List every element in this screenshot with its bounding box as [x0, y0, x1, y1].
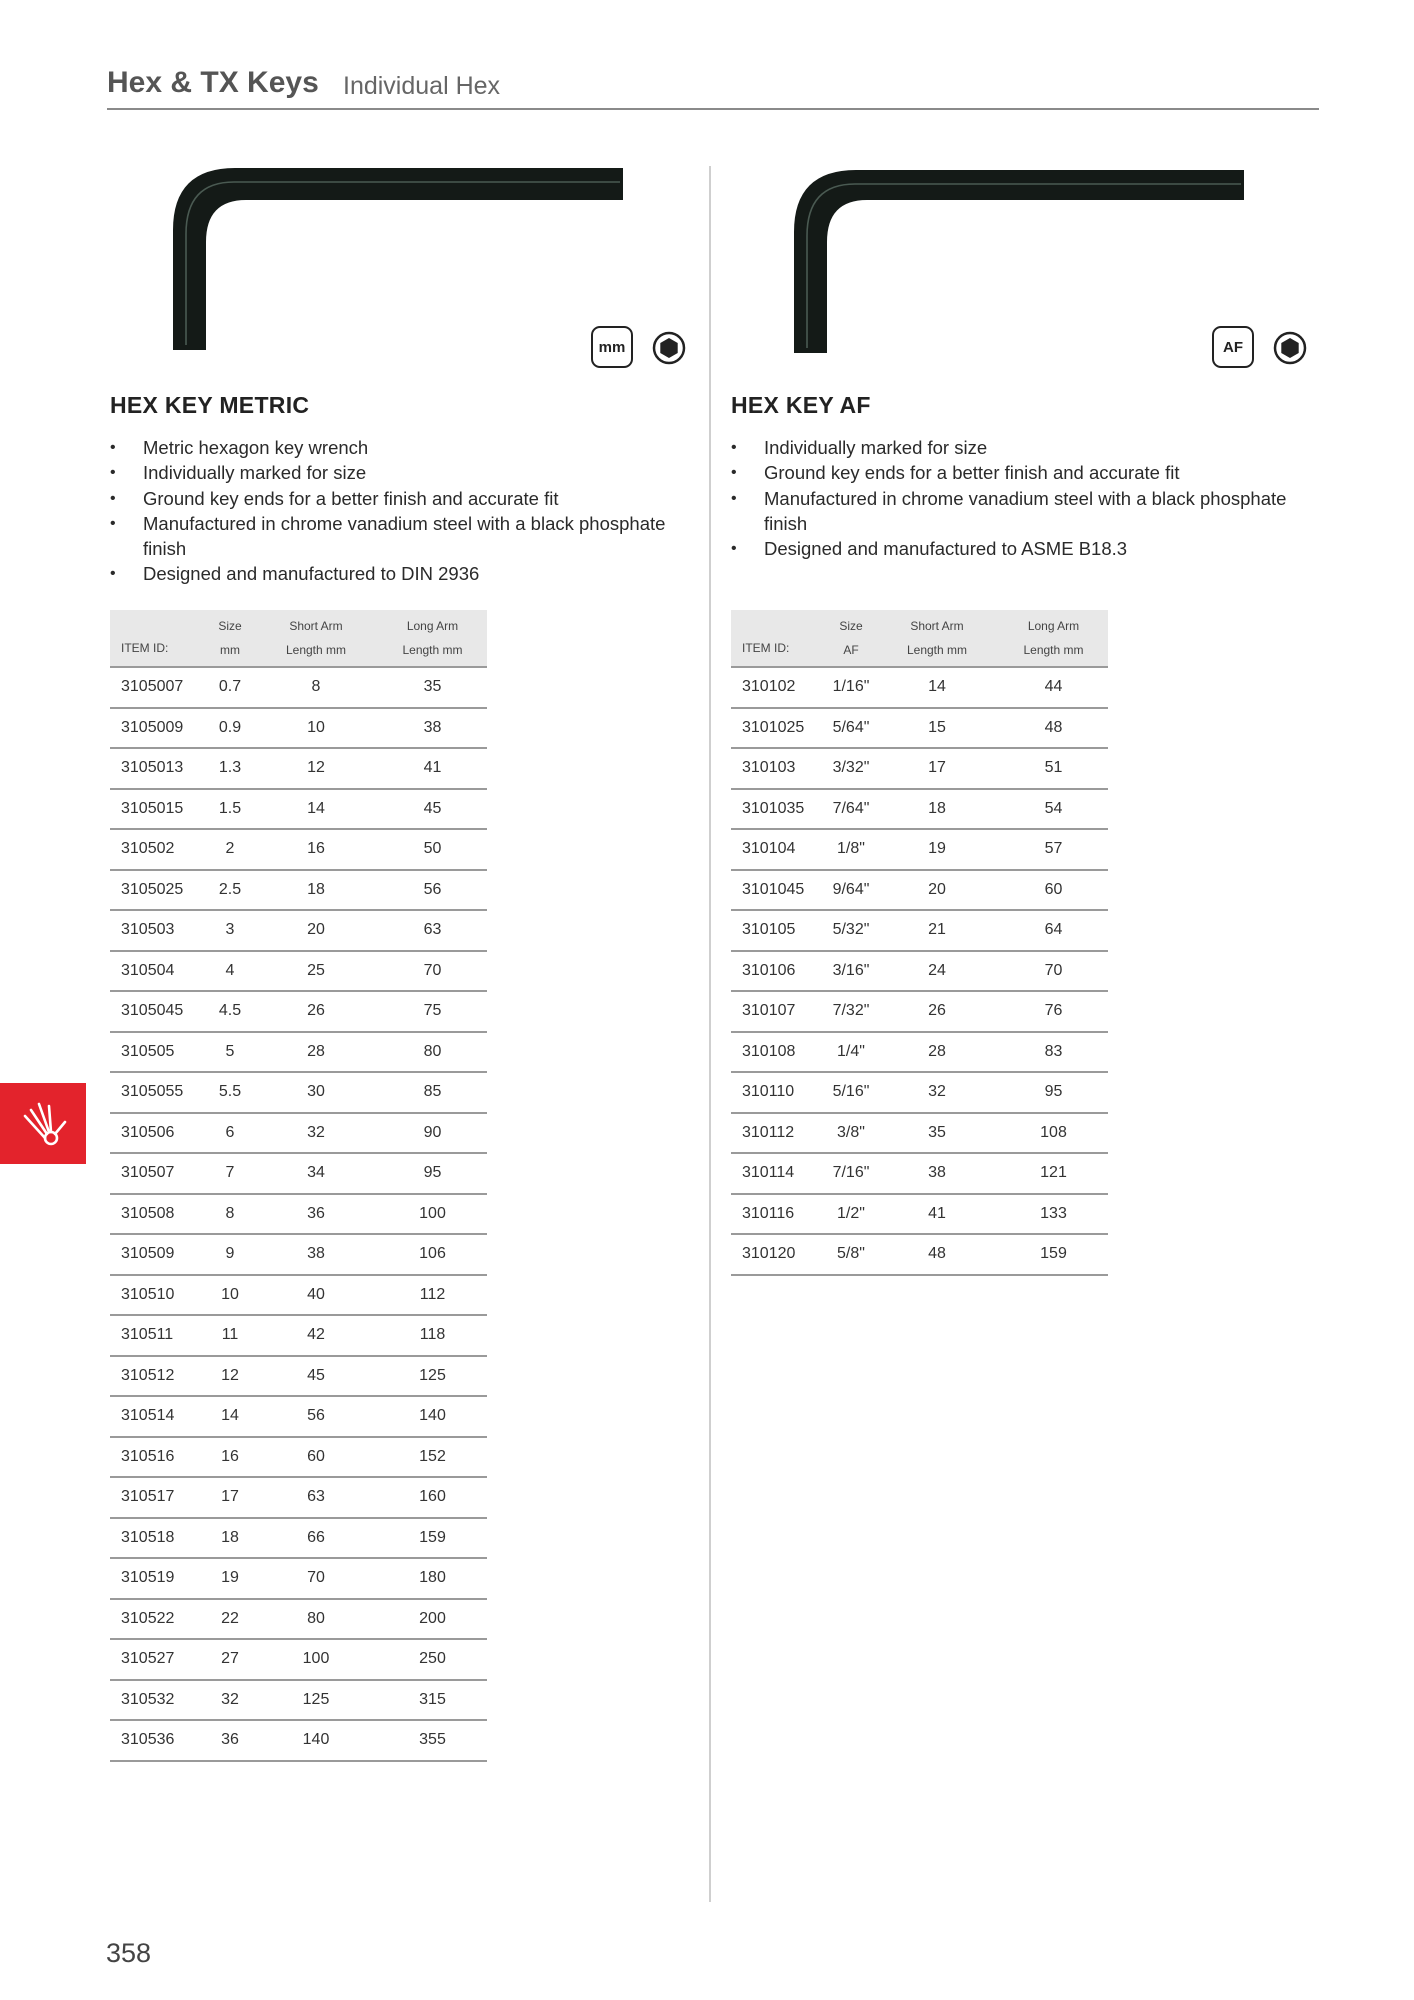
size-cell: 7/32" [827, 991, 875, 1032]
size-cell: 1.5 [206, 789, 254, 830]
short-arm-cell: 60 [254, 1437, 378, 1478]
size-cell: 9/64" [827, 870, 875, 911]
item-id-cell: 310504 [110, 951, 206, 992]
table-row [731, 829, 1108, 870]
size-cell: 1/2" [827, 1194, 875, 1235]
item-id-cell: 310116 [731, 1194, 827, 1235]
size-cell: 2 [206, 829, 254, 870]
item-id-cell: 310106 [731, 951, 827, 992]
item-id-cell: 3101025 [731, 708, 827, 749]
item-id-cell: 3105007 [110, 667, 206, 708]
short-arm-cell: 30 [254, 1072, 378, 1113]
short-arm-cell: 36 [254, 1194, 378, 1235]
feature-item: • Manufactured in chrome vanadium steel with a black phosphate finish [110, 511, 670, 562]
long-arm-cell: 76 [999, 991, 1108, 1032]
table-row [110, 1477, 487, 1518]
item-id-cell: 310108 [731, 1032, 827, 1073]
short-arm-cell: 41 [875, 1194, 999, 1235]
header-short-arm: Short Arm Length mm [875, 610, 999, 667]
short-arm-cell: 14 [254, 789, 378, 830]
short-arm-cell: 26 [254, 991, 378, 1032]
short-arm-cell: 45 [254, 1356, 378, 1397]
table-row [110, 991, 487, 1032]
item-id-cell: 310514 [110, 1396, 206, 1437]
long-arm-cell: 56 [378, 870, 487, 911]
header-item-id: ITEM ID: [731, 610, 827, 667]
long-arm-cell: 118 [378, 1315, 487, 1356]
table-row [110, 1437, 487, 1478]
long-arm-cell: 140 [378, 1396, 487, 1437]
short-arm-cell: 16 [254, 829, 378, 870]
size-cell: 3/32" [827, 748, 875, 789]
table-row [731, 667, 1108, 708]
feature-item: • Ground key ends for a better finish and accurate fit [731, 460, 1291, 485]
item-id-cell: 310114 [731, 1153, 827, 1194]
table-row [731, 1113, 1108, 1154]
long-arm-cell: 159 [378, 1518, 487, 1559]
size-cell: 4 [206, 951, 254, 992]
short-arm-cell: 12 [254, 748, 378, 789]
short-arm-cell: 19 [875, 829, 999, 870]
short-arm-cell: 66 [254, 1518, 378, 1559]
long-arm-cell: 125 [378, 1356, 487, 1397]
size-cell: 5/64" [827, 708, 875, 749]
item-id-cell: 310518 [110, 1518, 206, 1559]
feature-item: • Individually marked for size [731, 435, 1291, 460]
item-id-cell: 3105025 [110, 870, 206, 911]
table-row [110, 1518, 487, 1559]
item-id-cell: 3105045 [110, 991, 206, 1032]
table-row [110, 1113, 487, 1154]
table-row [731, 1234, 1108, 1275]
item-id-cell: 310506 [110, 1113, 206, 1154]
size-cell: 3/8" [827, 1113, 875, 1154]
short-arm-cell: 32 [254, 1113, 378, 1154]
long-arm-cell: 50 [378, 829, 487, 870]
long-arm-cell: 45 [378, 789, 487, 830]
long-arm-cell: 75 [378, 991, 487, 1032]
section-subtitle: Individual Hex [343, 72, 501, 100]
header-long-arm: Long Arm Length mm [999, 610, 1108, 667]
size-cell: 36 [206, 1720, 254, 1761]
short-arm-cell: 48 [875, 1234, 999, 1275]
table-row [731, 1194, 1108, 1235]
short-arm-cell: 34 [254, 1153, 378, 1194]
hex-socket-icon [1273, 331, 1307, 365]
short-arm-cell: 25 [254, 951, 378, 992]
long-arm-cell: 95 [999, 1072, 1108, 1113]
header-short-arm: Short Arm Length mm [254, 610, 378, 667]
page-header [107, 62, 1319, 110]
table-row [110, 951, 487, 992]
short-arm-cell: 18 [875, 789, 999, 830]
size-cell: 1/16" [827, 667, 875, 708]
short-arm-cell: 8 [254, 667, 378, 708]
size-cell: 11 [206, 1315, 254, 1356]
size-cell: 32 [206, 1680, 254, 1721]
long-arm-cell: 315 [378, 1680, 487, 1721]
size-cell: 3 [206, 910, 254, 951]
table-header-row [110, 610, 487, 667]
table-row [110, 1599, 487, 1640]
long-arm-cell: 38 [378, 708, 487, 749]
column-divider [709, 166, 711, 1902]
size-cell: 5/8" [827, 1234, 875, 1275]
short-arm-cell: 38 [254, 1234, 378, 1275]
item-id-cell: 310505 [110, 1032, 206, 1073]
short-arm-cell: 56 [254, 1396, 378, 1437]
item-id-cell: 3105055 [110, 1072, 206, 1113]
long-arm-cell: 95 [378, 1153, 487, 1194]
table-row [110, 1558, 487, 1599]
table-row [110, 1194, 487, 1235]
long-arm-cell: 35 [378, 667, 487, 708]
item-id-cell: 310107 [731, 991, 827, 1032]
size-cell: 0.7 [206, 667, 254, 708]
item-id-cell: 310516 [110, 1437, 206, 1478]
long-arm-cell: 70 [378, 951, 487, 992]
af-spec-table [731, 610, 1108, 1276]
product-title: HEX KEY AF [731, 392, 871, 418]
item-id-cell: 310120 [731, 1234, 827, 1275]
size-cell: 0.9 [206, 708, 254, 749]
size-cell: 16 [206, 1437, 254, 1478]
short-arm-cell: 24 [875, 951, 999, 992]
size-cell: 6 [206, 1113, 254, 1154]
long-arm-cell: 41 [378, 748, 487, 789]
table-row [110, 708, 487, 749]
long-arm-cell: 64 [999, 910, 1108, 951]
item-id-cell: 310104 [731, 829, 827, 870]
short-arm-cell: 38 [875, 1153, 999, 1194]
size-cell: 1.3 [206, 748, 254, 789]
short-arm-cell: 28 [254, 1032, 378, 1073]
table-row [110, 1275, 487, 1316]
size-cell: 19 [206, 1558, 254, 1599]
item-id-cell: 310508 [110, 1194, 206, 1235]
item-id-cell: 3101045 [731, 870, 827, 911]
hex-socket-icon [652, 331, 686, 365]
size-cell: 1/4" [827, 1032, 875, 1073]
short-arm-cell: 21 [875, 910, 999, 951]
table-row [731, 870, 1108, 911]
item-id-cell: 310510 [110, 1275, 206, 1316]
short-arm-cell: 40 [254, 1275, 378, 1316]
short-arm-cell: 63 [254, 1477, 378, 1518]
item-id-cell: 310511 [110, 1315, 206, 1356]
long-arm-cell: 85 [378, 1072, 487, 1113]
table-row [110, 789, 487, 830]
short-arm-cell: 35 [875, 1113, 999, 1154]
table-row [731, 1072, 1108, 1113]
table-row [110, 1032, 487, 1073]
size-cell: 5/16" [827, 1072, 875, 1113]
table-row [110, 748, 487, 789]
item-id-cell: 3105015 [110, 789, 206, 830]
long-arm-cell: 159 [999, 1234, 1108, 1275]
long-arm-cell: 80 [378, 1032, 487, 1073]
item-id-cell: 310519 [110, 1558, 206, 1599]
feature-item: • Manufactured in chrome vanadium steel with a black phosphate finish [731, 486, 1291, 537]
size-cell: 2.5 [206, 870, 254, 911]
item-id-cell: 310507 [110, 1153, 206, 1194]
size-cell: 7 [206, 1153, 254, 1194]
item-id-cell: 310112 [731, 1113, 827, 1154]
item-id-cell: 3105009 [110, 708, 206, 749]
table-row [110, 1356, 487, 1397]
section-title: Hex & TX Keys [107, 66, 319, 99]
table-row [731, 748, 1108, 789]
size-cell: 5 [206, 1032, 254, 1073]
section-tab[interactable] [0, 1083, 86, 1164]
size-cell: 3/16" [827, 951, 875, 992]
item-id-cell: 310536 [110, 1720, 206, 1761]
size-cell: 18 [206, 1518, 254, 1559]
short-arm-cell: 15 [875, 708, 999, 749]
size-cell: 17 [206, 1477, 254, 1518]
short-arm-cell: 10 [254, 708, 378, 749]
size-cell: 8 [206, 1194, 254, 1235]
long-arm-cell: 83 [999, 1032, 1108, 1073]
feature-list [731, 435, 1291, 561]
table-row [110, 870, 487, 911]
long-arm-cell: 200 [378, 1599, 487, 1640]
table-row [110, 1072, 487, 1113]
long-arm-cell: 48 [999, 708, 1108, 749]
long-arm-cell: 44 [999, 667, 1108, 708]
long-arm-cell: 160 [378, 1477, 487, 1518]
long-arm-cell: 63 [378, 910, 487, 951]
table-row [110, 829, 487, 870]
item-id-cell: 310512 [110, 1356, 206, 1397]
table-row [110, 1315, 487, 1356]
table-row [110, 1234, 487, 1275]
item-id-cell: 310110 [731, 1072, 827, 1113]
item-id-cell: 310527 [110, 1639, 206, 1680]
feature-item: • Individually marked for size [110, 460, 670, 485]
long-arm-cell: 112 [378, 1275, 487, 1316]
size-cell: 7/16" [827, 1153, 875, 1194]
header-size: Size mm [206, 610, 254, 667]
feature-item: • Designed and manufactured to ASME B18.3 [731, 536, 1291, 561]
item-id-cell: 310502 [110, 829, 206, 870]
long-arm-cell: 90 [378, 1113, 487, 1154]
header-long-arm: Long Arm Length mm [378, 610, 487, 667]
item-id-cell: 310522 [110, 1599, 206, 1640]
long-arm-cell: 180 [378, 1558, 487, 1599]
hex-key-image [168, 160, 638, 360]
long-arm-cell: 133 [999, 1194, 1108, 1235]
mm-badge: mm [591, 326, 633, 368]
short-arm-cell: 125 [254, 1680, 378, 1721]
feature-item: • Ground key ends for a better finish and accurate fit [110, 486, 670, 511]
table-row [731, 951, 1108, 992]
table-row [110, 910, 487, 951]
long-arm-cell: 250 [378, 1639, 487, 1680]
table-row [731, 991, 1108, 1032]
item-id-cell: 310105 [731, 910, 827, 951]
long-arm-cell: 51 [999, 748, 1108, 789]
af-badge: AF [1212, 326, 1254, 368]
size-cell: 5/32" [827, 910, 875, 951]
hand-tools-icon [15, 1096, 71, 1152]
long-arm-cell: 121 [999, 1153, 1108, 1194]
header-item-id: ITEM ID: [110, 610, 206, 667]
product-title: HEX KEY METRIC [110, 392, 310, 418]
table-row [110, 1153, 487, 1194]
short-arm-cell: 140 [254, 1720, 378, 1761]
short-arm-cell: 14 [875, 667, 999, 708]
size-cell: 22 [206, 1599, 254, 1640]
long-arm-cell: 152 [378, 1437, 487, 1478]
item-id-cell: 310517 [110, 1477, 206, 1518]
item-id-cell: 310503 [110, 910, 206, 951]
short-arm-cell: 70 [254, 1558, 378, 1599]
feature-item: • Designed and manufactured to DIN 2936 [110, 561, 670, 586]
short-arm-cell: 18 [254, 870, 378, 911]
long-arm-cell: 355 [378, 1720, 487, 1761]
item-id-cell: 310532 [110, 1680, 206, 1721]
table-row [110, 1396, 487, 1437]
table-row [731, 1153, 1108, 1194]
short-arm-cell: 28 [875, 1032, 999, 1073]
table-row [110, 1639, 487, 1680]
long-arm-cell: 70 [999, 951, 1108, 992]
long-arm-cell: 54 [999, 789, 1108, 830]
long-arm-cell: 108 [999, 1113, 1108, 1154]
feature-item: • Metric hexagon key wrench [110, 435, 670, 460]
long-arm-cell: 100 [378, 1194, 487, 1235]
item-id-cell: 310102 [731, 667, 827, 708]
size-cell: 7/64" [827, 789, 875, 830]
table-row [731, 1032, 1108, 1073]
size-cell: 14 [206, 1396, 254, 1437]
long-arm-cell: 106 [378, 1234, 487, 1275]
size-cell: 10 [206, 1275, 254, 1316]
table-row [110, 1720, 487, 1761]
size-cell: 1/8" [827, 829, 875, 870]
short-arm-cell: 80 [254, 1599, 378, 1640]
short-arm-cell: 26 [875, 991, 999, 1032]
size-cell: 4.5 [206, 991, 254, 1032]
long-arm-cell: 60 [999, 870, 1108, 911]
size-cell: 5.5 [206, 1072, 254, 1113]
metric-spec-table [110, 610, 487, 1762]
table-row [110, 1680, 487, 1721]
table-row [731, 708, 1108, 749]
short-arm-cell: 20 [875, 870, 999, 911]
item-id-cell: 3101035 [731, 789, 827, 830]
short-arm-cell: 42 [254, 1315, 378, 1356]
short-arm-cell: 17 [875, 748, 999, 789]
table-row [110, 667, 487, 708]
size-cell: 27 [206, 1639, 254, 1680]
item-id-cell: 310509 [110, 1234, 206, 1275]
short-arm-cell: 32 [875, 1072, 999, 1113]
long-arm-cell: 57 [999, 829, 1108, 870]
header-size: Size AF [827, 610, 875, 667]
short-arm-cell: 20 [254, 910, 378, 951]
short-arm-cell: 100 [254, 1639, 378, 1680]
table-row [731, 789, 1108, 830]
page-number: 358 [106, 1938, 152, 1968]
size-cell: 9 [206, 1234, 254, 1275]
table-row [731, 910, 1108, 951]
table-header-row [731, 610, 1108, 667]
feature-list [110, 435, 670, 587]
hex-key-image [789, 160, 1259, 360]
size-cell: 12 [206, 1356, 254, 1397]
item-id-cell: 3105013 [110, 748, 206, 789]
item-id-cell: 310103 [731, 748, 827, 789]
